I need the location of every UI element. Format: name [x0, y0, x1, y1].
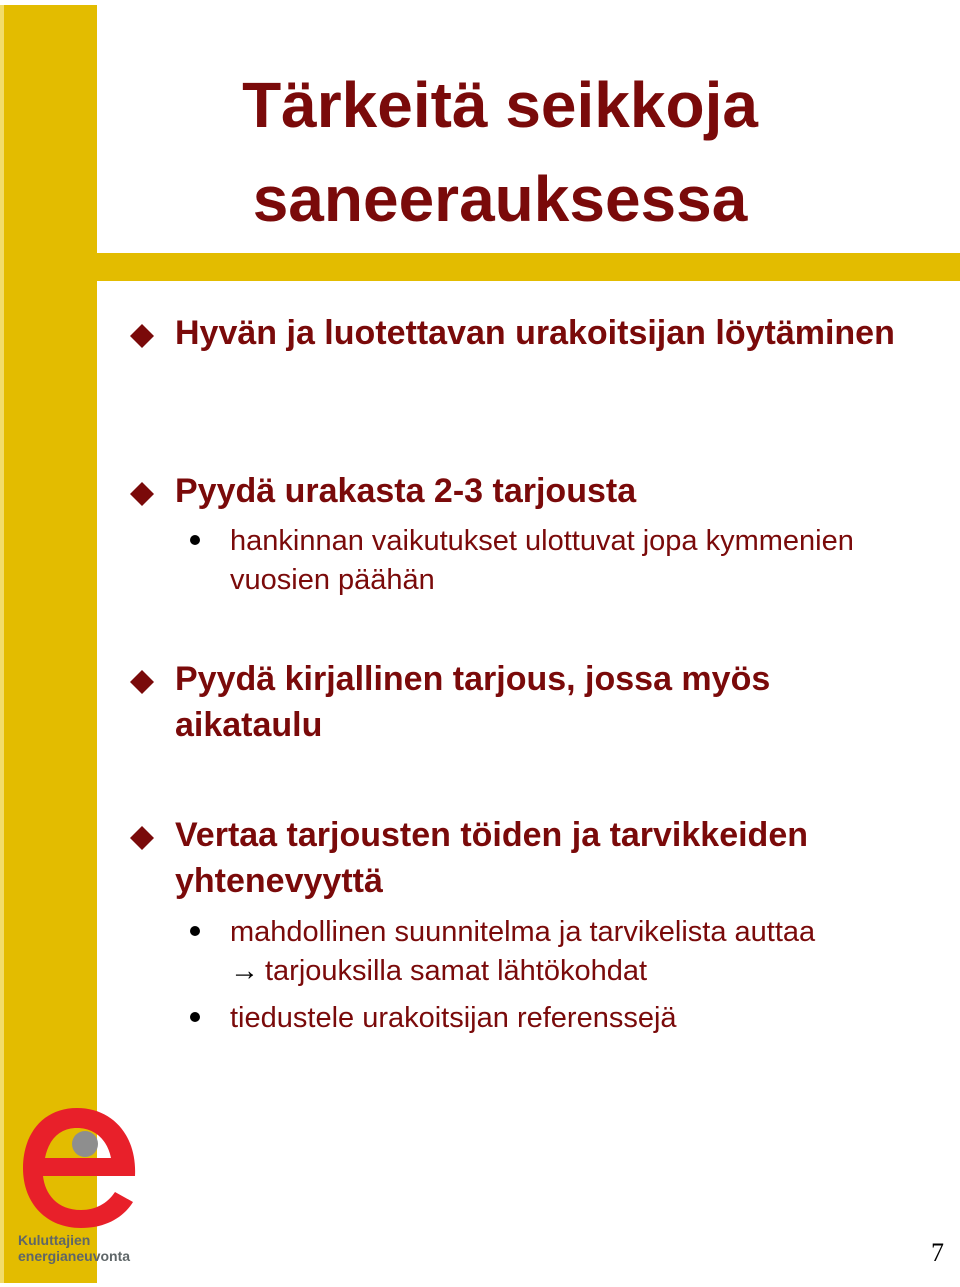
left-accent-bar-edge [0, 5, 4, 1283]
bullet-text: Hyvän ja luotettavan urakoitsijan löytäminen [175, 314, 895, 352]
sub-bullet-item [230, 522, 930, 600]
arrow-right-icon: → [230, 955, 259, 987]
sub-bullet-text: tiedustele urakoitsijan referenssejä [230, 1002, 677, 1034]
bullet-item [175, 310, 915, 356]
bullet-text: Pyydä kirjallinen tarjous, jossa myös aikataulu [175, 660, 771, 744]
bullet-item [175, 656, 915, 748]
slide-title-line-1: Tärkeitä seikkoja [242, 69, 758, 141]
dot-bullet-icon [190, 1012, 200, 1022]
page-number: 7 [931, 1238, 944, 1267]
title-underline-bar [97, 253, 960, 281]
logo-wordmark [18, 1232, 130, 1264]
left-accent-bar [0, 5, 97, 1283]
dot-bullet-icon [190, 926, 200, 936]
bullet-item [175, 812, 915, 904]
sub-bullet-text: mahdollinen suunnitelma ja tarvikelista auttaa [230, 916, 816, 948]
logo-line-1: Kuluttajien [18, 1232, 91, 1248]
diamond-bullet-icon [130, 482, 154, 506]
diamond-bullet-icon [130, 826, 154, 850]
sub-bullet-text: hankinnan vaikutukset ulottuvat jopa kymmenien vuosien päähän [230, 525, 854, 596]
bullet-text: Vertaa tarjousten töiden ja tarvikkeiden yhtenevyyttä [175, 816, 809, 900]
sub-bullet-item [230, 913, 930, 991]
bullet-item [175, 468, 915, 514]
kuluttajien-energianeuvonta-logo [15, 1100, 140, 1235]
logo-line-2: energianeuvonta [18, 1248, 131, 1264]
sub-bullet-item [230, 999, 930, 1038]
slide-title [150, 58, 850, 246]
diamond-bullet-icon [130, 324, 154, 348]
bullet-text: Pyydä urakasta 2-3 tarjousta [175, 472, 637, 510]
dot-bullet-icon [190, 535, 200, 545]
slide-title-line-2: saneerauksessa [252, 163, 748, 235]
diamond-bullet-icon [130, 670, 154, 694]
sub-bullet-continuation: tarjouksilla samat lähtökohdat [265, 955, 648, 987]
logo-e-mark [15, 1100, 140, 1235]
